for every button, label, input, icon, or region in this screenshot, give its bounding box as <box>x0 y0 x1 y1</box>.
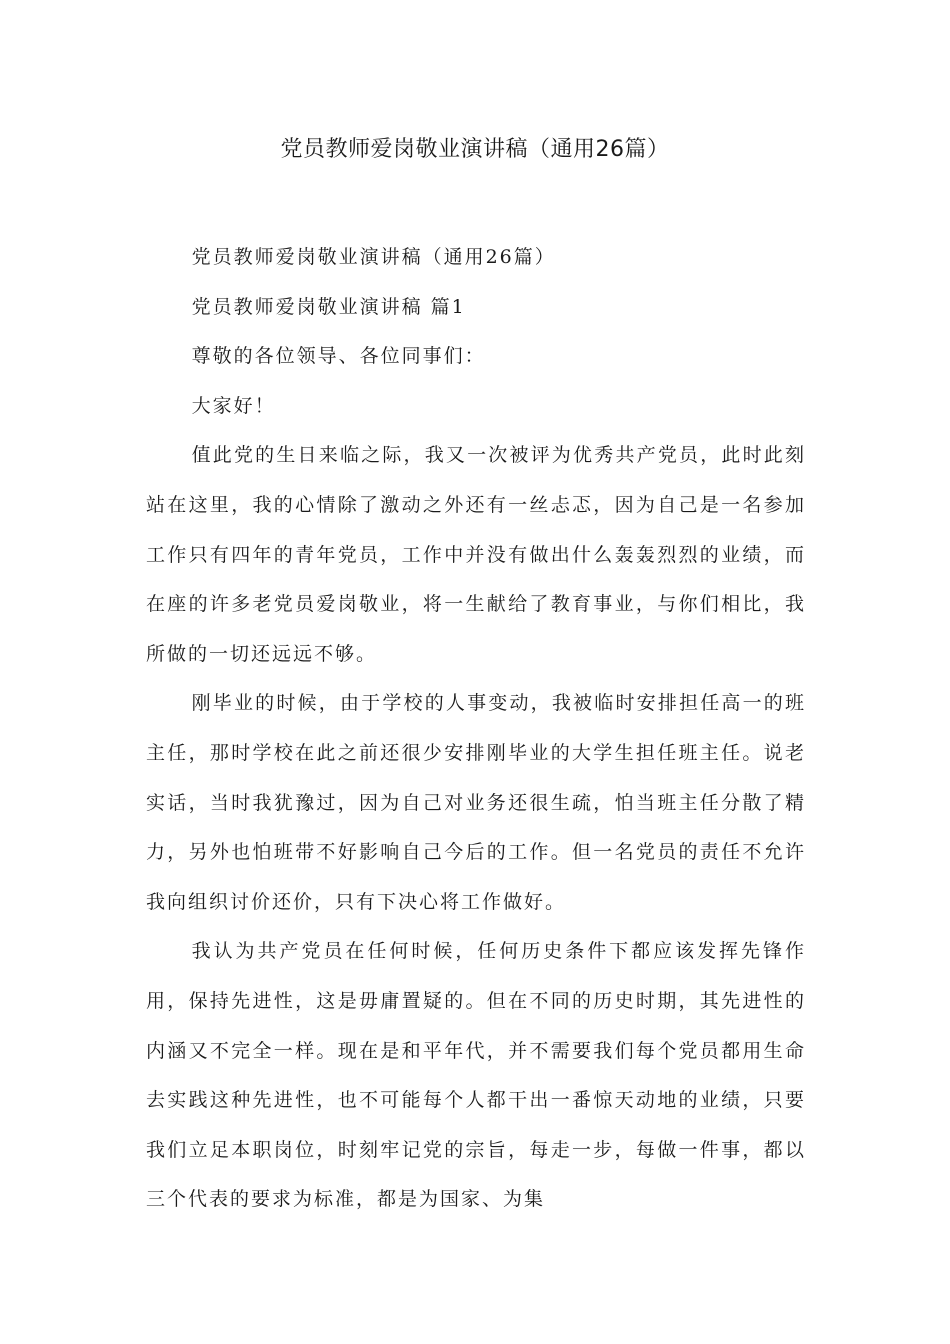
paragraph-body: 我认为共产党员在任何时候，任何历史条件下都应该发挥先锋作用，保持先进性，这是毋庸置疑的。但在不同的历史时期，其先进性的内涵又不完全一样。现在是和平年代，并不需要我们每个党员都用生命去实践这种先进性，也不可能每个人都干出一番惊天动地的业绩，只要我们立足本职岗位，时刻牢记党的宗旨，每走一步，每做一件事，都以三个代表的要求为标准，都是为国家、为集 <box>146 940 806 1211</box>
paragraph-salutation: 尊敬的各位领导、各位同事们： <box>191 345 486 368</box>
paragraph-body: 刚毕业的时候，由于学校的人事变动，我被临时安排担任高一的班主任，那时学校在此之前还很少安排刚毕业的大学生担任班主任。说老实话，当时我犹豫过，因为自己对业务还很生疏，怕当班主任分散了精力，另外也怕班带不好影响自己今后的工作。但一名党员的责任不允许我向组织讨价还价，只有下决心将工作做好。 <box>146 692 806 913</box>
paragraph-greeting: 大家好！ <box>191 394 276 417</box>
paragraph-body: 值此党的生日来临之际，我又一次被评为优秀共产党员，此时此刻站在这里，我的心情除了激动之外还有一丝忐忑，因为自己是一名参加工作只有四年的青年党员，工作中并没有做出什么轰轰烈烈的业绩，而在座的许多老党员爱岗敬业，将一生献给了教育事业，与你们相比，我所做的一切还远远不够。 <box>146 444 806 665</box>
document-title: 党员教师爱岗敬业演讲稿（通用26篇） <box>280 137 670 162</box>
document-body <box>146 233 806 1225</box>
paragraph-subtitle: 党员教师爱岗敬业演讲稿（通用26篇） <box>191 246 556 268</box>
paragraph-section-heading: 党员教师爱岗敬业演讲稿 篇1 <box>191 295 466 318</box>
